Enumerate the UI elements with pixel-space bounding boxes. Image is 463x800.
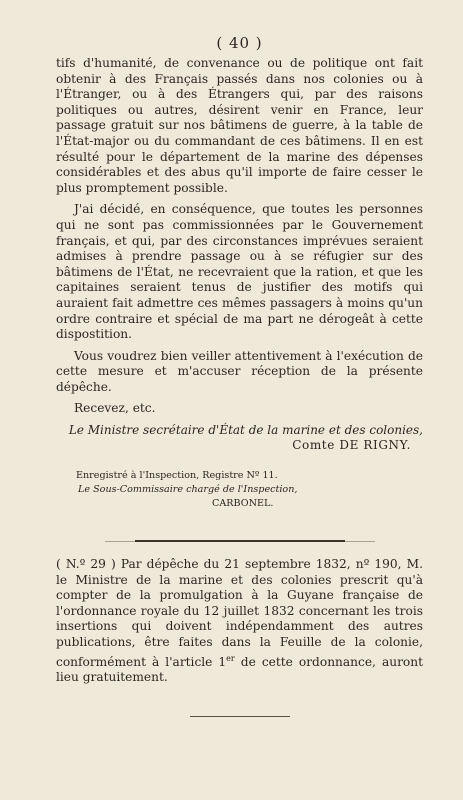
page-number: ( 40 ) xyxy=(216,34,263,52)
registry-line: Enregistré à l'Inspection, Registre Nº 11. xyxy=(76,470,278,482)
closing-salutation: Recevez, etc. xyxy=(74,401,156,416)
notice-text: ( N.º 29 ) Par dépêche du 21 septembre 1832, nº 190, M. le Ministre de la marine et des colonies prescrit qu'à compter de la promulgation à la Guyane française de l'ordonnance royale du 12 juillet 1832 concernant les trois insertions qui doivent indépendamment des autres publications, être faites dans la Feuille de la colonie, conformément à l'article 1 xyxy=(56,557,423,669)
paragraph-continuation: tifs d'humanité, de convenance ou de politique ont fait obtenir à des Français passés dans nos colonies ou à l'Étranger, ou à des Étrangers qui, par des raisons politiques ou autres, désirent venir en France, leur passage gratuit sur nos bâtimens de guerre, à la table de l'État-major ou du commandant de ces bâtimens. Il en est résulté pour le département de la marine des dépenses considérables et des abus qu'il importe de faire cesser le plus promptement possible. xyxy=(56,56,423,195)
signature-name: Comte DE RIGNY. xyxy=(292,438,411,453)
section-divider xyxy=(135,539,345,543)
end-divider xyxy=(190,716,290,718)
notice-superscript: er xyxy=(226,653,235,663)
paragraph-instruction: Vous voudrez bien veiller attentivement à l'exécution de cette mesure et m'accuser réception de la présente dépêche. xyxy=(56,348,423,394)
paragraph-decision: J'ai décidé, en conséquence, que toutes les personnes qui ne sont pas commissionnées par le Gouvernement français, et qui, par des circonstances imprévues seraient admises à prendre passage ou à se réfugier sur des bâtimens de l'État, ne recevraient que la ration, et que les capitaines seraient tenus de justifier des motifs qui auraient fait admettre ces mêmes passagers à moins qu'un ordre contraire et spécial de ma part ne dérogeât à cette dispostition. xyxy=(56,202,423,342)
notice-paragraph xyxy=(56,557,423,686)
registry-officer-name: CARBONEL. xyxy=(212,498,274,510)
signature-title: Le Ministre secrétaire d'État de la marine et des colonies, xyxy=(68,423,423,438)
notice-tail: de cette ordonnance, auront lieu gratuitement. xyxy=(56,654,423,685)
notice-block xyxy=(56,557,423,686)
registry-officer-title: Le Sous-Commissaire chargé de l'Inspection, xyxy=(78,484,298,496)
registry-block xyxy=(76,469,423,511)
